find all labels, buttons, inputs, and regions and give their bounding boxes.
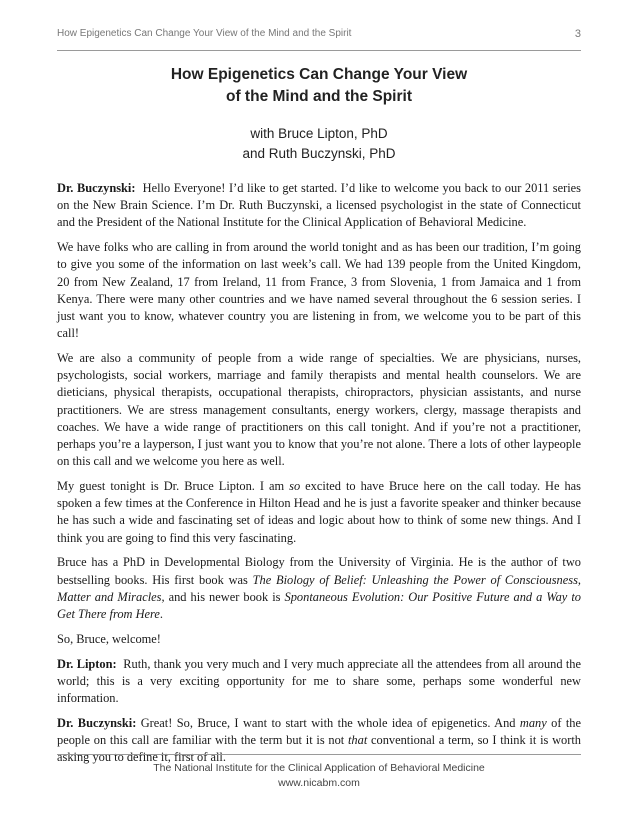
footer-url[interactable]: www.nicabm.com (278, 777, 360, 789)
emphasis: many (519, 715, 547, 730)
paragraph-text: of the people on this call are familiar with the term but it is not (57, 715, 581, 748)
paragraph-5 (57, 554, 581, 623)
title-block (57, 64, 581, 164)
paragraph-text: conventional a term, so I think it is worth asking you to define it, first of all. (57, 733, 581, 765)
speaker-label: Dr. Buczynski: (57, 715, 137, 730)
transcript-body (57, 180, 581, 774)
paragraph-1 (57, 180, 581, 232)
speaker-label: Dr. Buczynski: (57, 181, 136, 195)
footer-organization: The National Institute for the Clinical Application of Behavioral Medicine (153, 762, 485, 774)
emphasis: that (347, 733, 368, 748)
authors-line-1: with Bruce Lipton, PhD (250, 126, 388, 141)
paragraph-7 (57, 656, 581, 708)
paragraph-text: Ruth, thank you very much and I very much appreciate all the attendees from all around the world; this is a very exciting opportunity for me to share some, perhaps some wonderful new information. (57, 656, 581, 706)
paragraph-text: Hello Everyone! I’d like to get started. I’d like to welcome you back to our 2011 series on the New Brain Science. I’m Dr. Ruth Buczynski, a licensed psychologist in the state of Connecticut and the President of the National Institute for the Clinical Application of Behavioral Medicine. (57, 181, 582, 230)
speaker-label: Dr. Lipton: (57, 656, 117, 671)
book-title: The Biology of Belief: Unleashing the Power of Consciousness, Matter and Miracles, (57, 572, 581, 604)
paragraph-8 (57, 715, 581, 767)
paragraph-4 (57, 478, 581, 547)
authors (57, 124, 581, 164)
emphasis: so (289, 479, 301, 494)
paragraph-2: We have folks who are calling in from around the world tonight and as has been our tradition, I’m going to give you some of the information on last week’s call. We had 139 people from the United Kingdom, 20 from New Zealand, 17 from Ireland, 11 from France, 3 from Slovenia, 1 from Jamaica and 1 from Kenya. There were many other countries and we have named several throughout the 6 session series. I just want you to know, whatever country you are listening in from, we welcome you to be part of this call! (57, 240, 581, 341)
paragraph-text: Great! So, Bruce, I want to start with the whole idea of epigenetics. And (140, 715, 520, 730)
paragraph-text: My guest tonight is Dr. Bruce Lipton. I am (57, 479, 290, 494)
book-title: Spontaneous Evolution: Our Positive Future and a Way to Get There from Here (57, 589, 581, 622)
footer (57, 761, 581, 791)
authors-line-2: and Ruth Buczynski, PhD (242, 146, 396, 161)
running-title: How Epigenetics Can Change Your View of the Mind and the Spirit (57, 28, 352, 39)
paragraph-text: Bruce has a PhD in Developmental Biology from the University of Virginia. He is the author of two bestselling books. His first book was (57, 555, 581, 587)
paragraph-text: and his newer book is (164, 589, 285, 604)
running-header (57, 28, 581, 51)
footer-divider (57, 754, 581, 755)
title-line-2: of the Mind and the Spirit (226, 88, 412, 105)
paragraph-text: excited to have Bruce here on the call today. He has spoken a few times at the Conference in Hilton Head and he is just a favorite speaker and thinker because he has such a wide and fascinating set of ideas and logic about how to think of some new things. And I think you are going to find this very fascinating. (57, 479, 582, 545)
document-title (57, 64, 581, 108)
paragraph-3: We are also a community of people from a wide range of specialties. We are physicians, nurses, psychologists, social workers, marriage and family therapists and mental health counselors. We are dieticians, physical therapists, occupational therapists, chiropractors, physician assistants, and nurse practitioners. We are stress management consultants, energy workers, clergy, massage therapists and coaches. We have a wide range of practitioners on this call tonight. And if you’re not a practitioner, perhaps you’re a layperson, I just want you to know that you’re not alone. There a lots of other laypeople on this call and we welcome you here as well. (57, 351, 581, 469)
paragraph-text: . (159, 607, 163, 622)
title-line-1: How Epigenetics Can Change Your View (170, 66, 468, 83)
paragraph-6: So, Bruce, welcome! (57, 631, 161, 646)
page-number: 3 (574, 28, 581, 40)
